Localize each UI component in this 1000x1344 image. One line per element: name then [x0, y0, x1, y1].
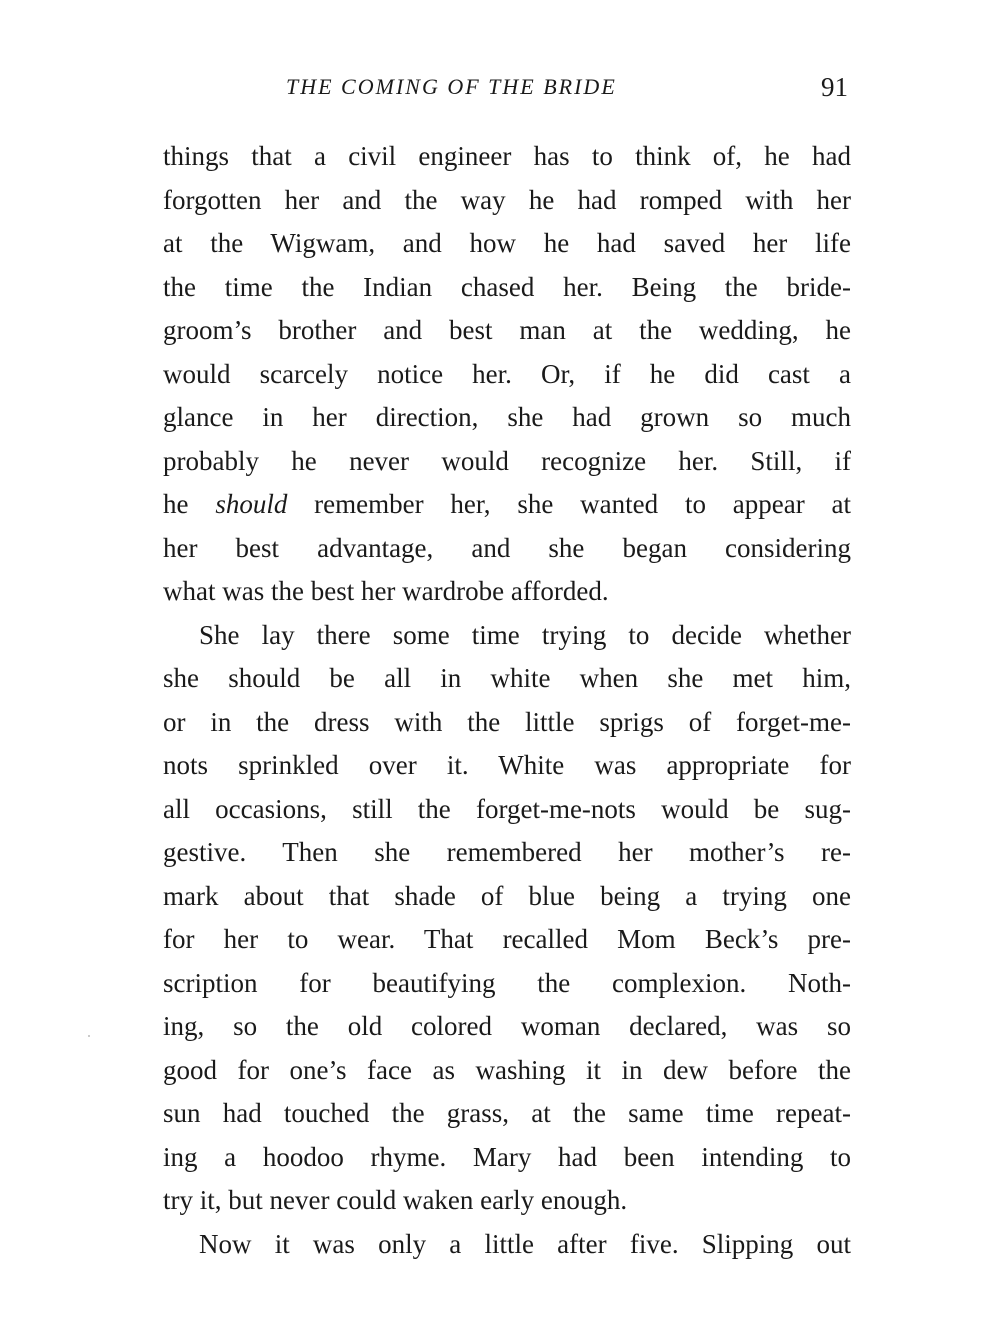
text-line: scription for beautifying the complexion. Noth- [163, 967, 851, 998]
running-title: THE COMING OF THE BRIDE [286, 74, 617, 99]
text-line: Now it was only a little after five. Slipping out [199, 1228, 851, 1259]
text-line: good for one’s face as washing it in dew before the [163, 1054, 851, 1085]
text-line: sun had touched the grass, at the same time repeat- [163, 1098, 851, 1128]
text-fragment: he [163, 489, 216, 519]
text-line: ing, so the old colored woman declared, was so [163, 1011, 851, 1041]
running-head [160, 72, 852, 112]
text-line: gestive. Then she remembered her mother’s re- [163, 837, 851, 867]
paper-speck [88, 1035, 90, 1037]
text-line: ing a hoodoo rhyme. Mary had been intending to [163, 1141, 851, 1172]
page-number: 91 [821, 72, 848, 102]
text-line: nots sprinkled over it. White was appropriate for [163, 750, 851, 780]
text-line: She lay there some time trying to decide whether [199, 619, 851, 650]
text-line: her best advantage, and she began considering [163, 532, 851, 563]
text-line: the time the Indian chased her. Being the bride- [163, 271, 851, 302]
text-line: all occasions, still the forget-me-nots would be sug- [163, 793, 851, 824]
text-line: she should be all in white when she met him, [163, 663, 851, 693]
text-line: things that a civil engineer has to think of, he had [163, 141, 851, 171]
text-line: groom’s brother and best man at the wedding, he [163, 315, 851, 345]
text-line: what was the best her wardrobe afforded. [163, 576, 609, 606]
emphasized-word: should [215, 489, 288, 519]
text-line: mark about that shade of blue being a trying one [163, 880, 851, 911]
text-line-with-emphasis [163, 483, 851, 527]
text-line: for her to wear. That recalled Mom Beck’s pre- [163, 924, 851, 954]
text-line: forgotten her and the way he had romped with her [163, 184, 851, 215]
text-fragment: remember her, she wanted to appear at [287, 489, 851, 519]
text-line: try it, but never could waken early enough. [163, 1185, 628, 1215]
text-line: would scarcely notice her. Or, if he did cast a [163, 358, 851, 389]
text-line: or in the dress with the little sprigs of forget-me- [163, 706, 851, 737]
text-line: probably he never would recognize her. Still, if [163, 445, 851, 476]
text-line: glance in her direction, she had grown so much [163, 402, 851, 432]
text-line: at the Wigwam, and how he had saved her life [163, 228, 851, 258]
body-text [163, 135, 851, 1266]
